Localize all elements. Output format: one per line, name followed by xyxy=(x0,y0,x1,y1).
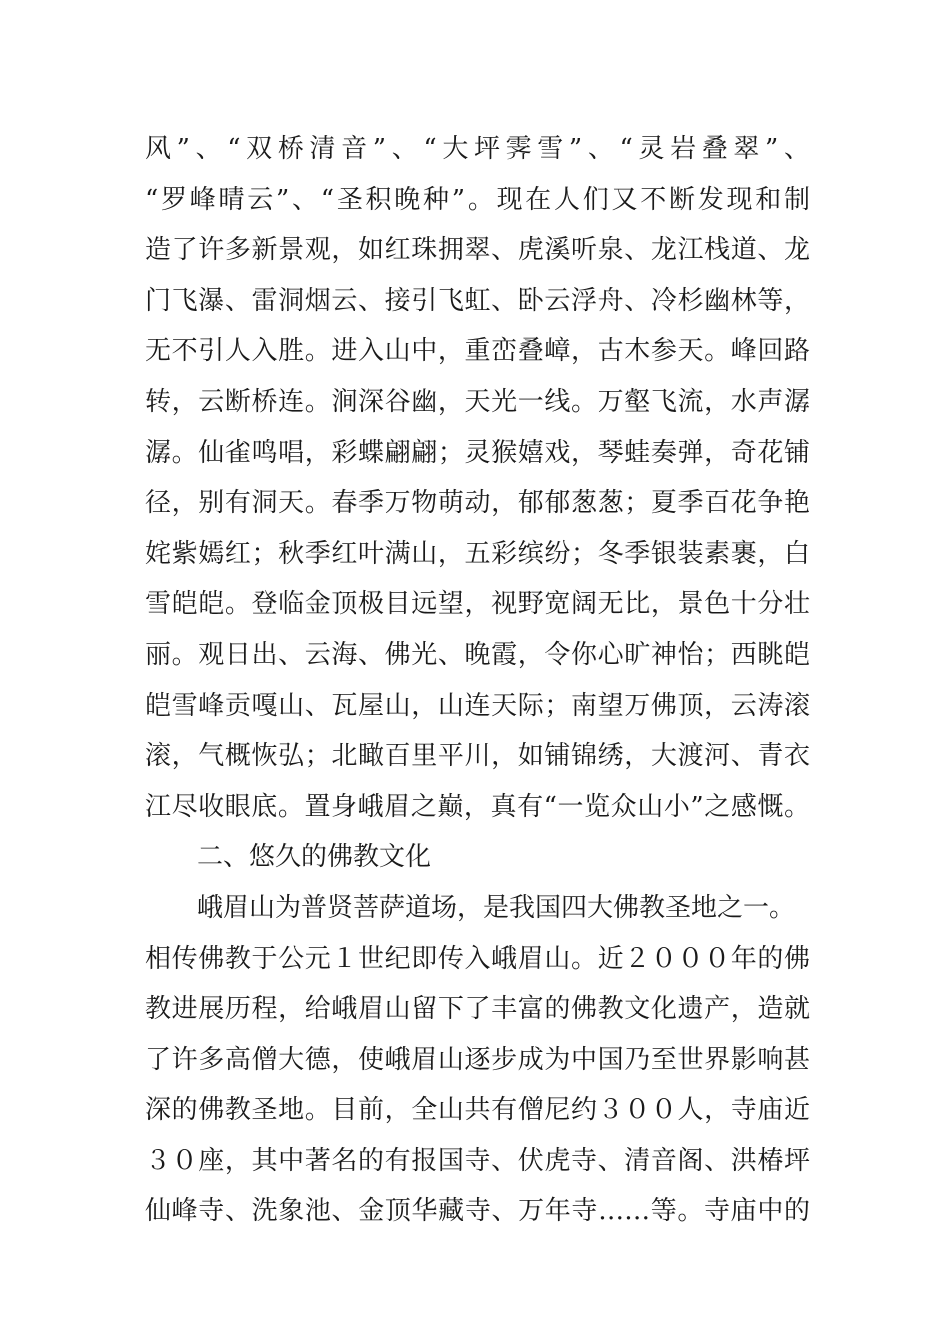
text-line: 姹紫嫣红；秋季红叶满山，五彩缤纷；冬季银装素裹，白 xyxy=(145,538,810,569)
text-line: 仙峰寺、洗象池、金顶华藏寺、万年寺……等。寺庙中的 xyxy=(145,1196,810,1227)
text-line: 风”、“双桥清音”、“大坪霁雪”、“灵岩叠翠”、 xyxy=(145,134,810,164)
text-line: 无不引人入胜。进入山中，重峦叠嶂，古木参天。峰回路 xyxy=(145,336,810,367)
text-line: “罗峰晴云”、“圣积晚种”。现在人们又不断发现和制 xyxy=(145,184,810,215)
text-line: 丽。观日出、云海、佛光、晚霞，令你心旷神怡；西眺皑 xyxy=(145,639,810,670)
text-line: 滚，气概恢弘；北瞰百里平川，如铺锦绣，大渡河、青衣 xyxy=(145,741,810,772)
text-line: ３０座，其中著名的有报国寺、伏虎寺、清音阁、洪椿坪 xyxy=(145,1145,810,1176)
text-line: 教进展历程，给峨眉山留下了丰富的佛教文化遗产，造就 xyxy=(145,994,810,1025)
text-line: 造了许多新景观，如红珠拥翠、虎溪听泉、龙江栈道、龙 xyxy=(145,235,810,266)
text-line: 江尽收眼底。置身峨眉之巅，真有“一览众山小”之感慨。 xyxy=(145,791,810,822)
text-line: 转，云断桥连。涧深谷幽，天光一线。万壑飞流，水声潺 xyxy=(145,386,810,417)
paragraph-first-line: 峨眉山为普贤菩萨道场，是我国四大佛教圣地之一。 xyxy=(197,892,796,923)
text-line: 相传佛教于公元１世纪即传入峨眉山。近２０００年的佛 xyxy=(145,943,810,974)
text-line: 深的佛教圣地。目前，全山共有僧尼约３００人，寺庙近 xyxy=(145,1095,810,1126)
text-line: 了许多高僧大德，使峨眉山逐步成为中国乃至世界影响甚 xyxy=(145,1044,810,1075)
text-line: 皑雪峰贡嘎山、瓦屋山，山连天际；南望万佛顶，云涛滚 xyxy=(145,690,810,721)
text-line: 雪皑皑。登临金顶极目远望，视野宽阔无比，景色十分壮 xyxy=(145,589,810,620)
text-line: 门飞瀑、雷洞烟云、接引飞虹、卧云浮舟、冷杉幽林等， xyxy=(145,285,810,316)
body-text xyxy=(145,128,810,1241)
text-line: 径，别有洞天。春季万物萌动，郁郁葱葱；夏季百花争艳 xyxy=(145,488,810,519)
text-line: 潺。仙雀鸣唱，彩蝶翩翩；灵猴嬉戏，琴蛙奏弹，奇花铺 xyxy=(145,437,810,468)
section-heading: 二、悠久的佛教文化 xyxy=(197,842,432,873)
